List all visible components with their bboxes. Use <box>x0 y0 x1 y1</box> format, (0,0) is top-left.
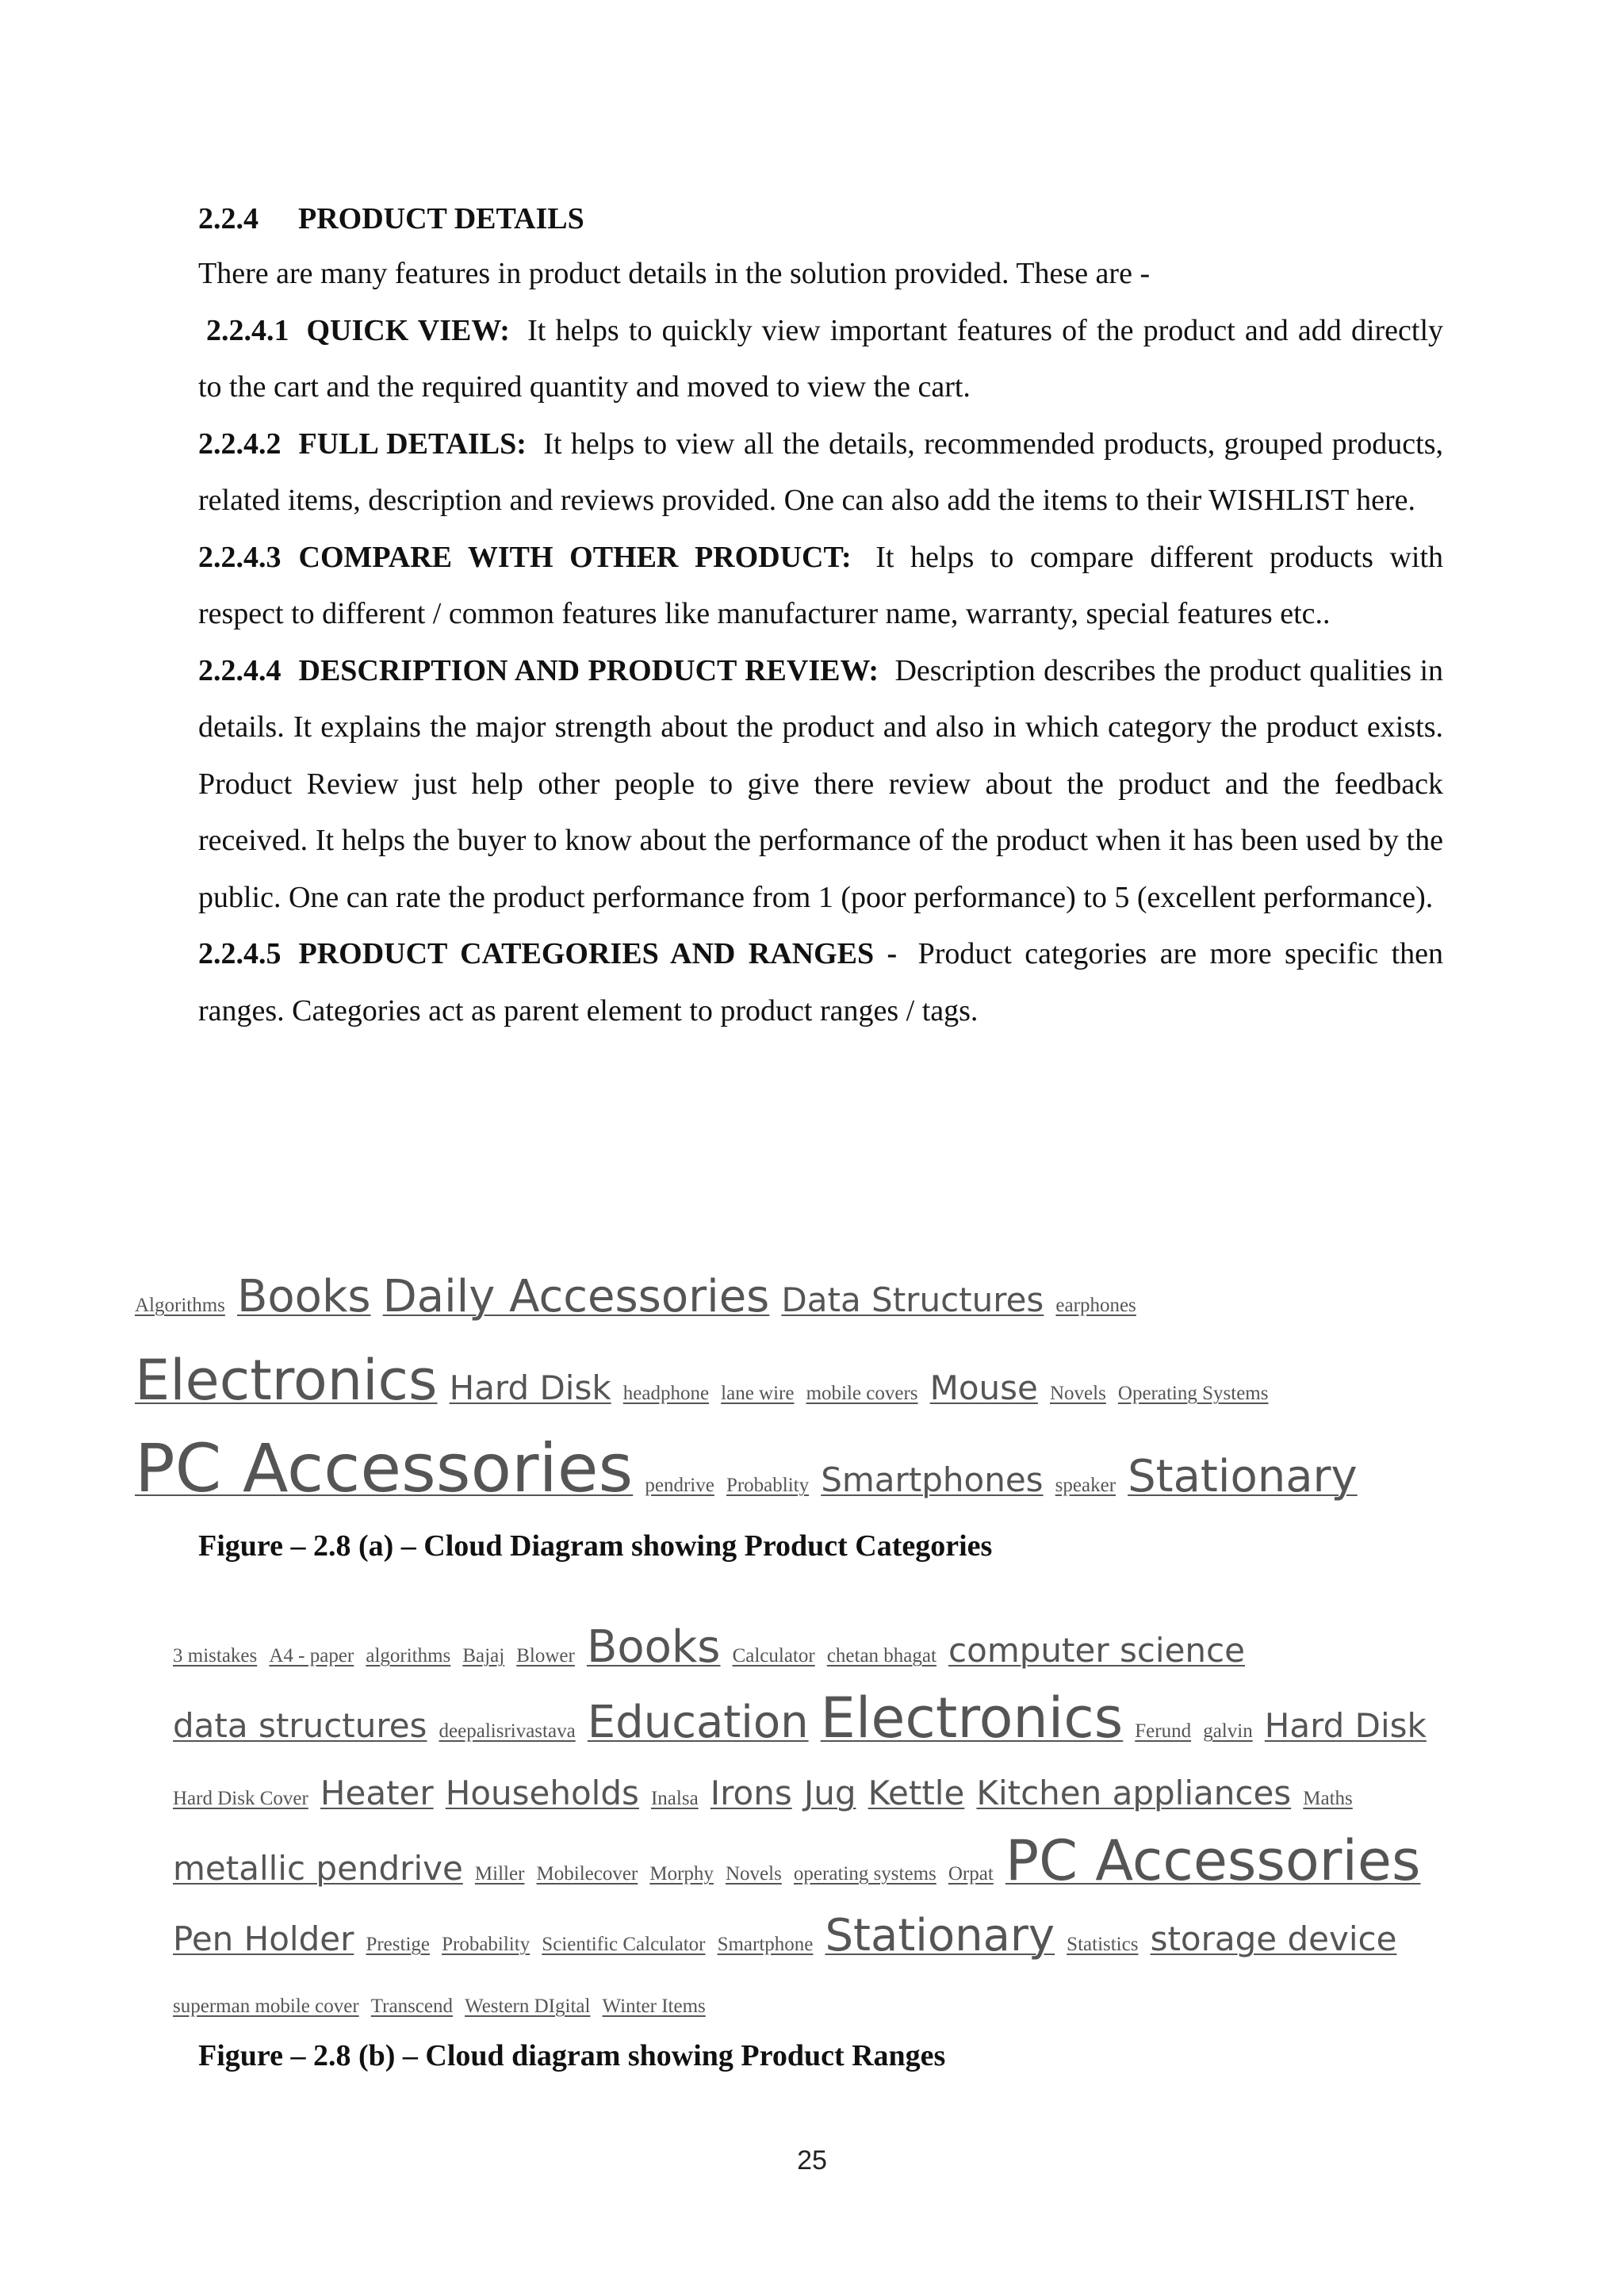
tag-link[interactable]: Pen Holder <box>173 1919 354 1958</box>
subsection-title: PRODUCT CATEGORIES AND RANGES - <box>298 937 898 970</box>
tag-link[interactable]: Western DIgital <box>465 1996 591 2017</box>
tag-link[interactable]: Morphy <box>649 1863 714 1885</box>
tag-link[interactable]: mobile covers <box>806 1383 918 1404</box>
subsection-number: 2.2.4.5 <box>198 937 282 970</box>
tag-link[interactable]: Data Structures <box>781 1280 1044 1319</box>
tag-link[interactable]: operating systems <box>793 1863 936 1885</box>
subsection-quick-view <box>198 303 1443 416</box>
range-tag-cloud <box>173 1617 1473 2038</box>
tag-link[interactable]: PC Accessories <box>135 1429 634 1507</box>
tag-link[interactable]: Electronics <box>135 1348 438 1413</box>
subsection-text: It helps to compare different products with respect to different / common features like manufacturer name, warranty, special features etc.. <box>198 540 1444 630</box>
subsection-categories-ranges <box>198 926 1443 1039</box>
tag-link[interactable]: algorithms <box>366 1645 451 1667</box>
tag-link[interactable]: Prestige <box>366 1934 430 1955</box>
section-title: PRODUCT DETAILS <box>298 202 584 235</box>
tag-link[interactable]: Calculator <box>732 1645 815 1667</box>
tag-link[interactable]: computer science <box>948 1631 1245 1670</box>
tag-link[interactable]: A4 - paper <box>269 1645 354 1667</box>
subsection-full-details <box>198 416 1443 530</box>
subsection-title: FULL DETAILS: <box>298 427 527 461</box>
tag-link[interactable]: Households <box>445 1774 639 1812</box>
tag-link[interactable]: Orpat <box>948 1863 994 1885</box>
intro-paragraph: There are many features in product details in the solution provided. These are - <box>198 257 1151 290</box>
tag-link[interactable]: Mobilecover <box>536 1863 638 1885</box>
tag-link[interactable]: lane wire <box>721 1383 795 1404</box>
subsection-compare <box>198 530 1443 643</box>
tag-link[interactable]: Transcend <box>370 1996 453 2017</box>
tag-link[interactable]: Jug <box>803 1774 856 1812</box>
tag-link[interactable]: Smartphones <box>821 1460 1044 1499</box>
tag-link[interactable]: metallic pendrive <box>173 1849 463 1888</box>
tag-link[interactable]: Books <box>586 1621 721 1673</box>
tag-link[interactable]: PC Accessories <box>1005 1828 1421 1893</box>
tag-link[interactable]: deepalisrivastava <box>439 1720 576 1742</box>
tag-link[interactable]: Maths <box>1303 1788 1353 1809</box>
tag-link[interactable]: Algorithms <box>135 1295 225 1316</box>
subsection-number: 2.2.4.2 <box>198 427 282 461</box>
subsection-title: COMPARE WITH OTHER PRODUCT: <box>298 540 852 574</box>
tag-link[interactable]: 3 mistakes <box>173 1645 258 1667</box>
subsection-title: DESCRIPTION AND PRODUCT REVIEW: <box>298 653 879 687</box>
tag-link[interactable]: galvin <box>1203 1720 1253 1742</box>
tag-link[interactable]: Miller <box>474 1863 525 1885</box>
tag-link[interactable]: Stationary <box>825 1910 1055 1961</box>
tag-link[interactable]: pendrive <box>645 1475 714 1496</box>
tag-link[interactable]: Electronics <box>820 1686 1124 1751</box>
subsection-text: Product categories are more specific then ranges. Categories act as parent element to product ranges / tags. <box>198 937 1444 1027</box>
subsection-description-review <box>198 643 1443 927</box>
tag-link[interactable]: chetan bhagat <box>826 1645 936 1667</box>
tag-link[interactable]: Hard Disk <box>449 1368 611 1407</box>
tag-link[interactable]: Blower <box>516 1645 575 1667</box>
tag-link[interactable]: storage device <box>1150 1919 1397 1958</box>
tag-link[interactable]: Novels <box>1049 1383 1106 1404</box>
subsection-number: 2.2.4.1 <box>206 313 289 347</box>
tag-link[interactable]: Probablity <box>726 1475 810 1496</box>
tag-link[interactable]: Ferund <box>1135 1720 1192 1742</box>
tag-link[interactable]: Kitchen appliances <box>976 1774 1292 1812</box>
tag-link[interactable]: Novels <box>726 1863 782 1885</box>
section-heading <box>198 197 584 241</box>
tag-link[interactable]: headphone <box>622 1383 710 1404</box>
tag-link[interactable]: Hard Disk Cover <box>173 1788 308 1809</box>
tag-link[interactable]: Winter Items <box>602 1996 706 2017</box>
tag-link[interactable]: Statistics <box>1067 1934 1139 1955</box>
tag-link[interactable]: Books <box>237 1271 371 1322</box>
tag-link[interactable]: Scientific Calculator <box>542 1934 706 1955</box>
figure-caption-a: Figure – 2.8 (a) – Cloud Diagram showing Product Categories <box>198 1529 993 1563</box>
tag-link[interactable]: superman mobile cover <box>173 1996 359 2017</box>
tag-link[interactable]: Education <box>587 1697 809 1748</box>
tag-link[interactable]: Heater <box>320 1774 434 1812</box>
tag-link[interactable]: Hard Disk <box>1264 1706 1427 1745</box>
body-text <box>198 246 1443 1039</box>
subsection-title: QUICK VIEW: <box>306 313 510 347</box>
tag-link[interactable]: Bajaj <box>462 1645 505 1667</box>
tag-link[interactable]: Probability <box>442 1934 530 1955</box>
subsection-number: 2.2.4.3 <box>198 540 282 574</box>
subsection-text: Description describes the product qualities in details. It explains the major strength about the product and also in which category the product exists. Product Review just help other people to give there review about the product and the feedback received. It helps the buyer to know about the performance of the product when it has been used by the public. One can rate the product performance from 1 (poor performance) to 5 (excellent performance). <box>198 653 1443 914</box>
subsection-number: 2.2.4.4 <box>198 653 282 687</box>
tag-link[interactable]: Mouse <box>929 1368 1038 1407</box>
subsection-text: It helps to view all the details, recommended products, grouped products, related items, description and reviews provided. One can also add the items to their WISHLIST here. <box>198 427 1444 517</box>
section-number: 2.2.4 <box>198 202 259 235</box>
tag-link[interactable]: earphones <box>1055 1295 1136 1316</box>
category-tag-cloud <box>135 1261 1435 1524</box>
tag-link[interactable]: Stationary <box>1128 1451 1358 1502</box>
tag-link[interactable]: Kettle <box>868 1774 965 1812</box>
tag-link[interactable]: Smartphone <box>717 1934 814 1955</box>
subsection-text: It helps to quickly view important features of the product and add directly to the cart and the required quantity and moved to view the cart. <box>198 313 1444 404</box>
tag-link[interactable]: speaker <box>1055 1475 1116 1496</box>
tag-link[interactable]: Irons <box>710 1774 792 1812</box>
tag-link[interactable]: Operating Systems <box>1117 1383 1269 1404</box>
tag-link[interactable]: data structures <box>173 1706 427 1745</box>
figure-caption-b: Figure – 2.8 (b) – Cloud diagram showing Product Ranges <box>198 2039 946 2072</box>
tag-link[interactable]: Inalsa <box>650 1788 699 1809</box>
tag-link[interactable]: Daily Accessories <box>382 1271 770 1322</box>
page-number: 25 <box>797 2145 827 2175</box>
